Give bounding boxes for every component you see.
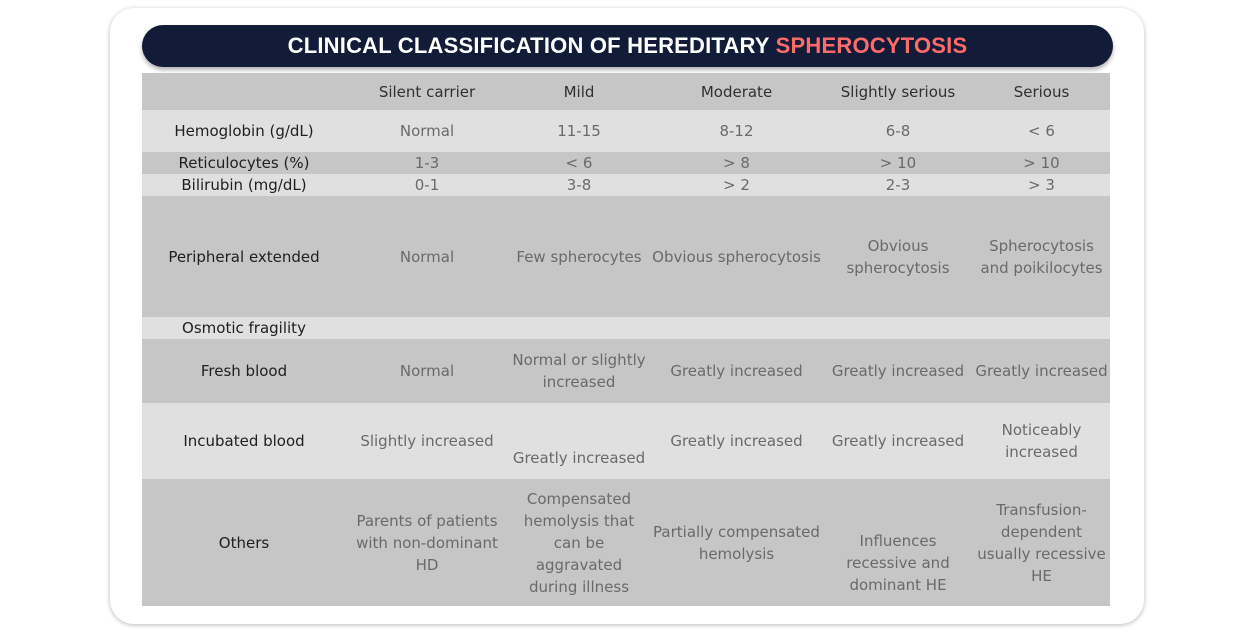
header-row bbox=[142, 73, 1110, 110]
table-row bbox=[142, 479, 1110, 606]
table-cell bbox=[508, 317, 650, 339]
table-cell: > 10 bbox=[823, 152, 973, 174]
table-cell: Slightly increased bbox=[346, 403, 508, 479]
table-cell: Normal bbox=[346, 196, 508, 317]
table-cell: Greatly increased bbox=[973, 339, 1110, 403]
table-row bbox=[142, 339, 1110, 403]
table-cell bbox=[346, 317, 508, 339]
row-label: Fresh blood bbox=[142, 339, 346, 403]
header-cell: Moderate bbox=[650, 73, 823, 110]
table-cell: Normal bbox=[346, 110, 508, 152]
table-cell bbox=[823, 317, 973, 339]
table-cell: Spherocytosis and poikilocytes bbox=[973, 196, 1110, 317]
classification-table bbox=[142, 73, 1110, 606]
row-label: Peripheral extended bbox=[142, 196, 346, 317]
table-cell: 1-3 bbox=[346, 152, 508, 174]
title-main: CLINICAL CLASSIFICATION OF HEREDITARY bbox=[287, 33, 770, 58]
header-cell: Serious bbox=[973, 73, 1110, 110]
header-cell: Silent carrier bbox=[346, 73, 508, 110]
table-cell: < 6 bbox=[508, 152, 650, 174]
table-cell: Greatly increased bbox=[823, 339, 973, 403]
table-cell: Greatly increased bbox=[650, 339, 823, 403]
table-cell: 3-8 bbox=[508, 174, 650, 196]
row-label: Osmotic fragility bbox=[142, 317, 346, 339]
table-cell: Greatly increased bbox=[823, 403, 973, 479]
table-cell: Noticeably increased bbox=[973, 403, 1110, 479]
row-label: Incubated blood bbox=[142, 403, 346, 479]
table-row bbox=[142, 110, 1110, 152]
table-row bbox=[142, 196, 1110, 317]
table-cell: > 10 bbox=[973, 152, 1110, 174]
table-cell: 0-1 bbox=[346, 174, 508, 196]
table-cell: Compensated hemolysis that can be aggravated during illness bbox=[508, 479, 650, 606]
row-label: Bilirubin (mg/dL) bbox=[142, 174, 346, 196]
table-cell: Influences recessive and dominant HE bbox=[823, 479, 973, 606]
table-row bbox=[142, 403, 1110, 479]
title-accent: SPHEROCYTOSIS bbox=[775, 33, 968, 58]
row-label: Hemoglobin (g/dL) bbox=[142, 110, 346, 152]
table-cell: > 8 bbox=[650, 152, 823, 174]
header-cell: Mild bbox=[508, 73, 650, 110]
row-label: Others bbox=[142, 479, 346, 606]
table-cell: 8-12 bbox=[650, 110, 823, 152]
table-cell: Normal bbox=[346, 339, 508, 403]
table-row bbox=[142, 152, 1110, 174]
table-cell: Few spherocytes bbox=[508, 196, 650, 317]
table-cell: Partially compensated hemolysis bbox=[650, 479, 823, 606]
table-row bbox=[142, 174, 1110, 196]
table-cell: 2-3 bbox=[823, 174, 973, 196]
page-title bbox=[142, 25, 1113, 67]
table-cell: < 6 bbox=[973, 110, 1110, 152]
row-label: Reticulocytes (%) bbox=[142, 152, 346, 174]
table-cell: Obvious spherocytosis bbox=[823, 196, 973, 317]
table-cell: Parents of patients with non-dominant HD bbox=[346, 479, 508, 606]
table-cell: 11-15 bbox=[508, 110, 650, 152]
table-cell: Greatly increased bbox=[650, 403, 823, 479]
table-cell bbox=[650, 317, 823, 339]
table-row bbox=[142, 317, 1110, 339]
header-cell bbox=[142, 73, 346, 110]
table-cell: Obvious spherocytosis bbox=[650, 196, 823, 317]
table-cell: > 2 bbox=[650, 174, 823, 196]
table-cell: 6-8 bbox=[823, 110, 973, 152]
table-cell: Normal or slightly increased bbox=[508, 339, 650, 403]
table-cell: > 3 bbox=[973, 174, 1110, 196]
table-cell bbox=[973, 317, 1110, 339]
header-cell: Slightly serious bbox=[823, 73, 973, 110]
table-cell: Transfusion-dependent usually recessive HE bbox=[973, 479, 1110, 606]
table-cell: Greatly increased bbox=[508, 403, 650, 479]
